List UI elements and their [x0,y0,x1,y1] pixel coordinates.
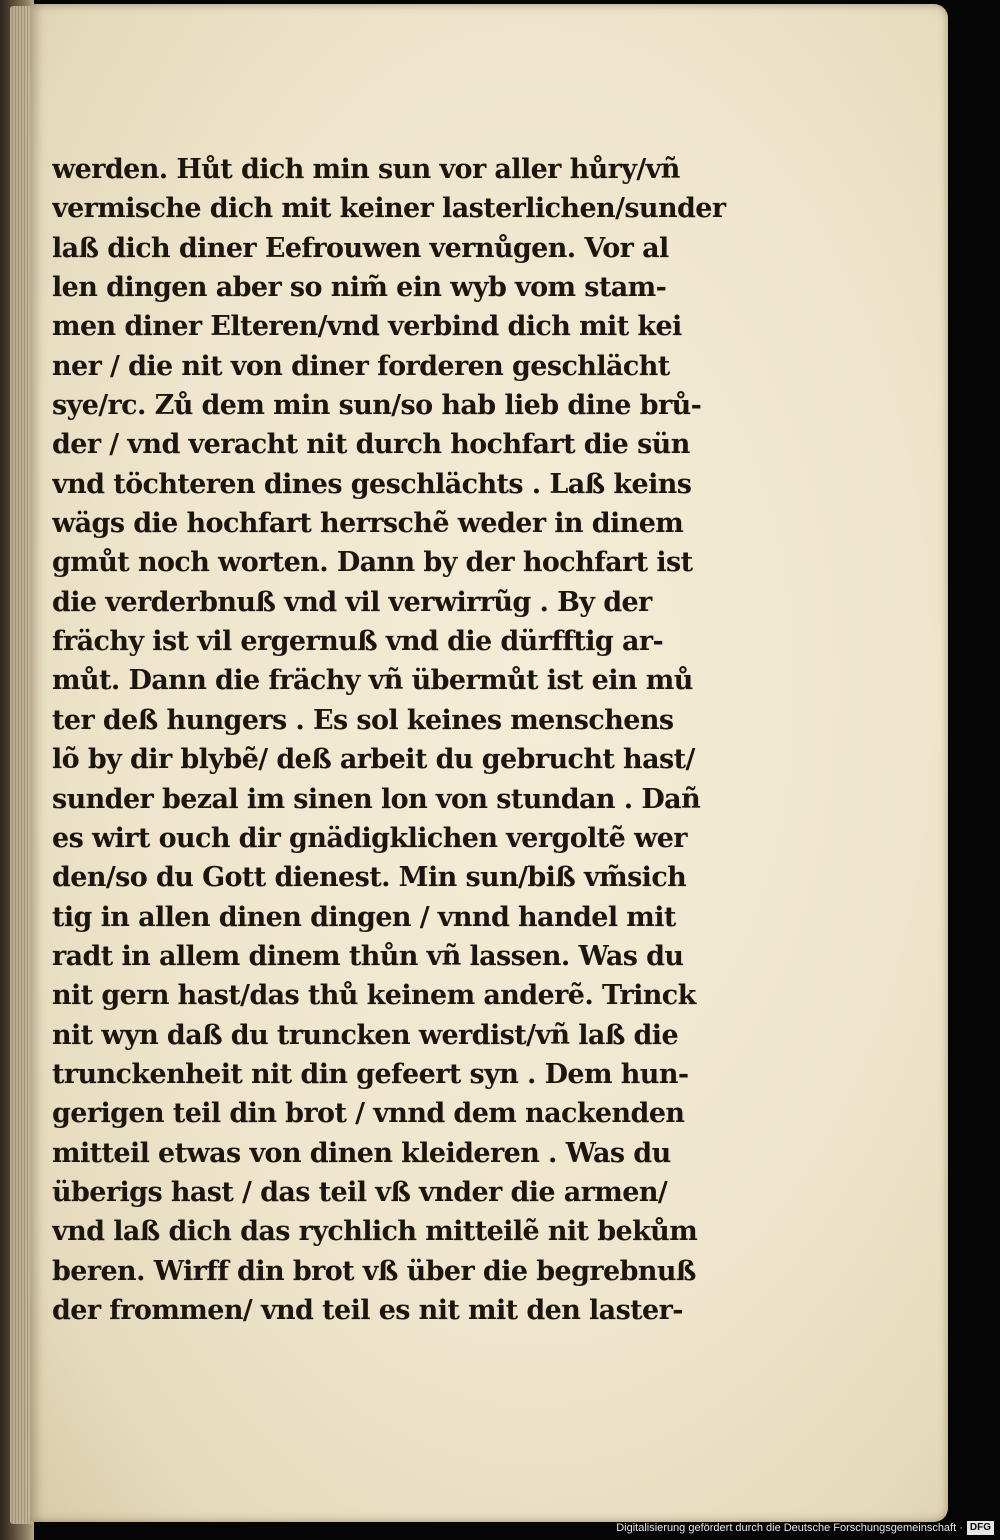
text-line: mitteil etwas von dinen kleideren . Was du [52,1137,671,1169]
text-line: tig in allen dinen dingen / vnnd handel mit [52,901,676,933]
text-line: ner / die nit von diner forderen geschlächt [52,350,670,382]
digitization-credit [616,1520,994,1536]
text-line: men diner Elteren/vnd verbind dich mit kei [52,311,682,343]
text-line: vnd laß dich das rychlich mitteilẽ nit bekům [52,1216,698,1248]
text-line: gerigen teil din brot / vnnd dem nackenden [52,1098,685,1130]
text-line: ter deß hungers . Es sol keines menschens [52,704,674,736]
text-line: len dingen aber so nim̃ ein wyb vom stam- [52,272,667,304]
text-line: vnd töchteren dines geschlächts . Laß keins [52,468,692,500]
text-line: nit wyn daß du truncken werdist/vñ laß die [52,1019,679,1051]
text-line: frächy ist vil ergernuß vnd die dürfftig ar- [52,626,664,658]
text-line: werden. Hůt dich min sun vor aller hůry/vñ [52,154,680,185]
text-line: laß dich diner Eefrouwen vernůgen. Vor al [52,232,669,264]
text-line: sye/rc. Zů dem min sun/so hab lieb dine brů- [52,390,702,422]
text-line: der frommen/ vnd teil es nit mit den laster- [52,1294,683,1326]
credit-text: Digitalisierung gefördert durch die Deutsche Forschungsgemeinschaft · [616,1522,963,1534]
text-line: trunckenheit nit din gefeert syn . Dem hun- [52,1058,689,1090]
text-line: den/so du Gott dienest. Min sun/biß vm̃sich [52,862,687,894]
dfg-logo: DFG [967,1521,994,1535]
text-line: můt. Dann die frächy vñ übermůt ist ein mů [52,665,693,697]
text-line: die verderbnuß vnd vil verwirrũg . By der [52,586,652,618]
text-line: vermische dich mit keiner lasterlichen/sunder [52,193,726,225]
book-page [30,4,948,1522]
text-line: beren. Wirff din brot vß über die begrebnuß [52,1255,696,1287]
text-line: radt in allem dinem thůn vñ lassen. Was du [52,940,684,972]
text-line: lõ by dir blybẽ/ deß arbeit du gebrucht hast/ [52,744,695,776]
text-line: es wirt ouch dir gnädigklichen vergoltẽ wer [52,822,687,854]
text-line: wägs die hochfart herrschẽ weder in dinem [52,508,684,540]
text-line: nit gern hast/das thů keinem anderẽ. Trinck [52,980,696,1012]
text-line: überigs hast / das teil vß vnder die armen/ [52,1176,668,1208]
text-line: der / vnd veracht nit durch hochfart die sün [52,429,690,461]
text-line: gmůt noch worten. Dann by der hochfart ist [52,547,693,579]
text-line: sunder bezal im sinen lon von stundan . Dañ [52,783,701,815]
text-block [52,150,742,1330]
